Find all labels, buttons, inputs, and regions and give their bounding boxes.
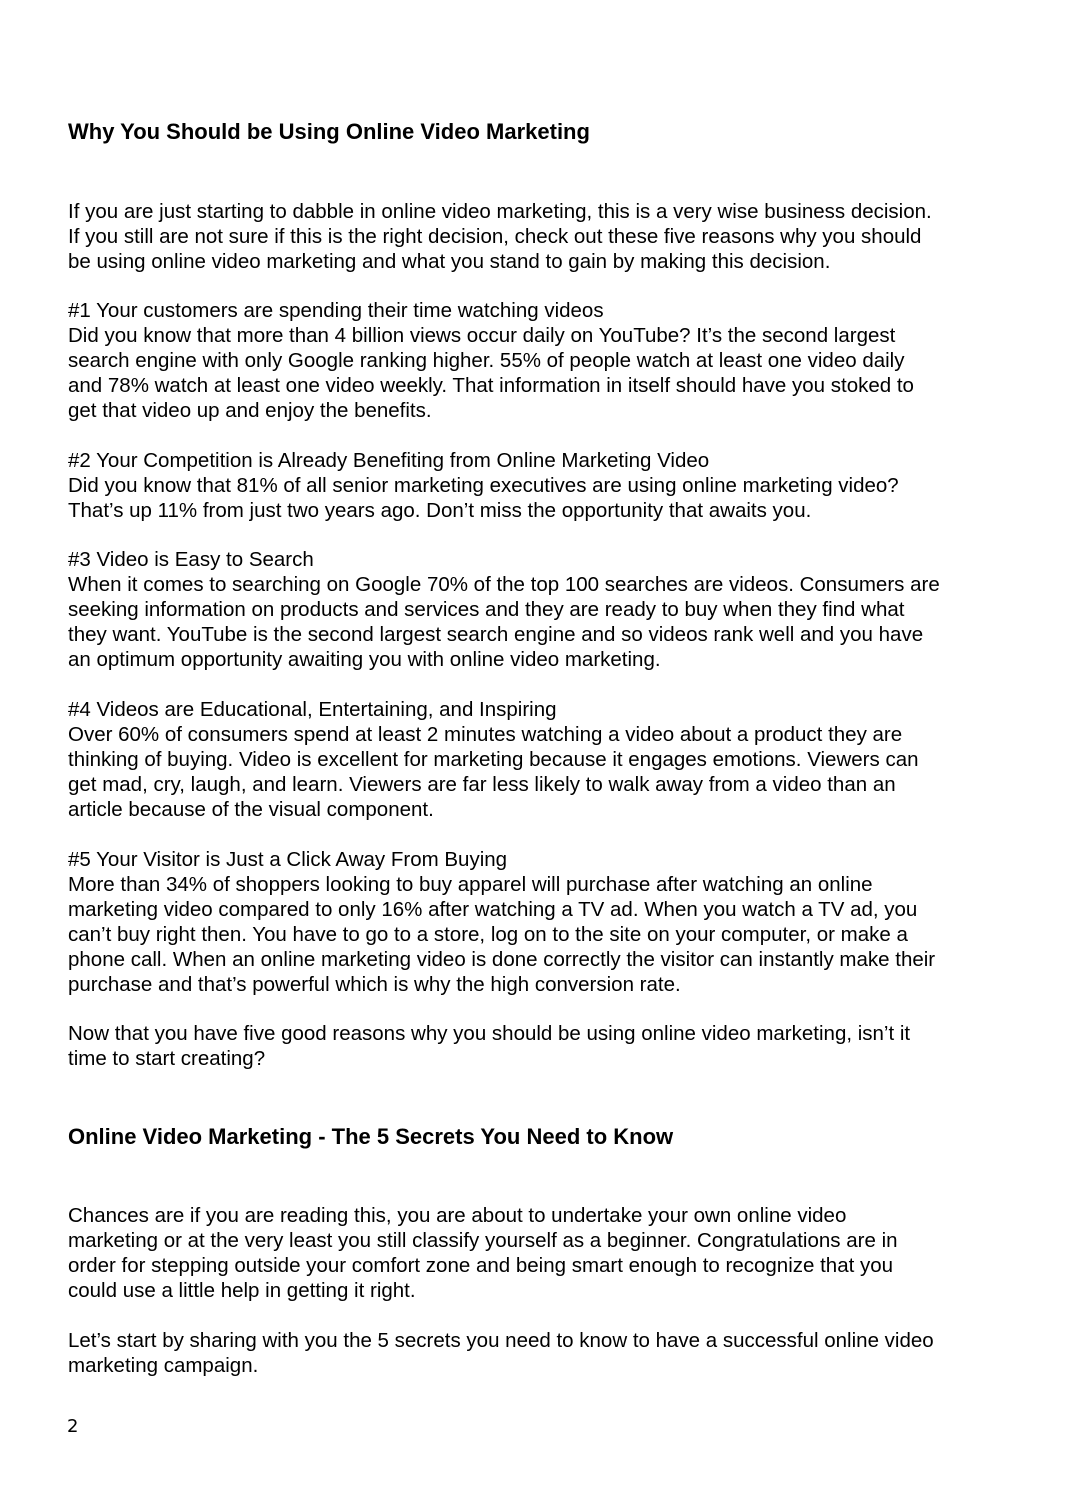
section2-paragraph-1 [68,1203,1008,1303]
paragraph-line: If you still are not sure if this is the right decision, check out these five reasons why you should [68,225,922,248]
paragraph-line: purchase and that’s powerful which is why the high conversion rate. [68,973,681,996]
paragraph-line: get mad, cry, laugh, and learn. Viewers are far less likely to walk away from a video than an [68,773,896,796]
paragraph-line: That’s up 11% from just two years ago. Don’t miss the opportunity that awaits you. [68,499,812,522]
reason-4 [68,697,1008,822]
reason-3 [68,547,1008,672]
paragraph-line: order for stepping outside your comfort zone and being smart enough to recognize that you [68,1254,894,1277]
paragraph-line: Did you know that 81% of all senior marketing executives are using online marketing video? [68,474,899,497]
reason-2 [68,448,1008,523]
paragraph-line: marketing campaign. [68,1354,259,1377]
paragraph-line: search engine with only Google ranking higher. 55% of people watch at least one video daily [68,349,905,372]
paragraph-line: get that video up and enjoy the benefits. [68,399,432,422]
paragraph-line: More than 34% of shoppers looking to buy apparel will purchase after watching an online [68,873,873,896]
paragraph-line: Chances are if you are reading this, you are about to undertake your own online video [68,1204,847,1227]
paragraph-line: and 78% watch at least one video weekly. That information in itself should have you stoked to [68,374,914,397]
paragraph-line: Did you know that more than 4 billion views occur daily on YouTube? It’s the second largest [68,324,896,347]
page-number: 2 [67,1416,79,1437]
outro-paragraph [68,1021,1008,1071]
reason-heading: #1 Your customers are spending their time watching videos [68,299,604,322]
paragraph-line: phone call. When an online marketing video is done correctly the visitor can instantly make their [68,948,936,971]
paragraph-line: article because of the visual component. [68,798,434,821]
reason-5 [68,847,1008,997]
paragraph-line: marketing or at the very least you still classify yourself as a beginner. Congratulations are in [68,1229,898,1252]
intro-paragraph [68,199,1008,274]
reason-heading: #3 Video is Easy to Search [68,548,314,571]
paragraph-line: an optimum opportunity awaiting you with online video marketing. [68,648,661,671]
paragraph-line: could use a little help in getting it right. [68,1279,416,1302]
section2-paragraph-2 [68,1328,1008,1378]
paragraph-line: time to start creating? [68,1047,266,1070]
paragraph-line: they want. YouTube is the second largest search engine and so videos rank well and you have [68,623,924,646]
paragraph-line: thinking of buying. Video is excellent for marketing because it engages emotions. Viewers can [68,748,919,771]
reason-heading: #2 Your Competition is Already Benefiting from Online Marketing Video [68,449,710,472]
paragraph-line: Over 60% of consumers spend at least 2 minutes watching a video about a product they are [68,723,903,746]
reason-heading: #5 Your Visitor is Just a Click Away From Buying [68,848,508,871]
paragraph-line: When it comes to searching on Google 70% of the top 100 searches are videos. Consumers are [68,573,940,596]
paragraph-line: seeking information on products and services and they are ready to buy when they find what [68,598,905,621]
paragraph-line: Now that you have five good reasons why you should be using online video marketing, isn’t it [68,1022,911,1045]
paragraph-line: If you are just starting to dabble in online video marketing, this is a very wise business decision. [68,200,932,223]
paragraph-line: can’t buy right then. You have to go to a store, log on to the site on your computer, or make a [68,923,908,946]
section-title: Why You Should be Using Online Video Marketing [68,119,590,144]
paragraph-line: marketing video compared to only 16% after watching a TV ad. When you watch a TV ad, you [68,898,918,921]
reason-1 [68,298,1008,423]
paragraph-line: Let’s start by sharing with you the 5 secrets you need to know to have a successful online video [68,1329,934,1352]
reason-heading: #4 Videos are Educational, Entertaining, and Inspiring [68,698,557,721]
section-title: Online Video Marketing - The 5 Secrets You Need to Know [68,1124,674,1149]
paragraph-line: be using online video marketing and what you stand to gain by making this decision. [68,250,831,273]
